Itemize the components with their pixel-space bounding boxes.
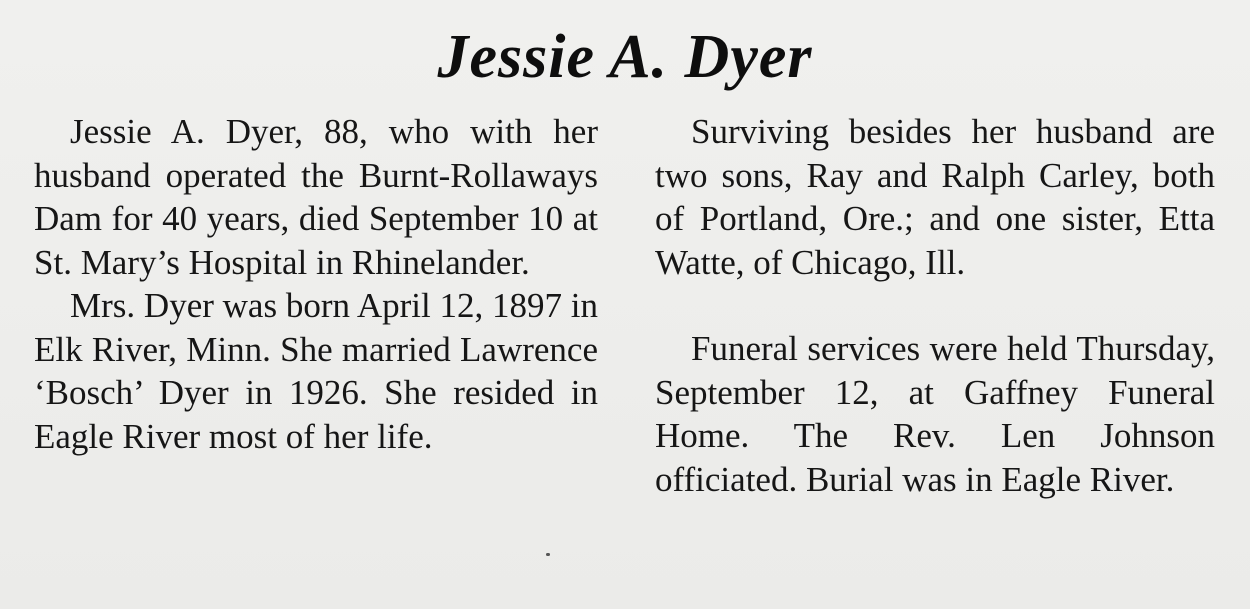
paragraph-biography: Mrs. Dyer was born April 12, 1897 in Elk River, Minn. She married Lawrence ‘Bosch’ Dyer in 1926. She resided in Eagle River most of her life. xyxy=(34,286,598,456)
obituary-title: Jessie A. Dyer xyxy=(437,23,813,91)
paragraph-survivors: Surviving besides her husband are two sons, Ray and Ralph Carley, both of Portland, Ore.; and one sister, Etta Watte, of Chicago, Ill. xyxy=(655,112,1215,282)
print-speck xyxy=(546,553,550,556)
paragraph-death-notice: Jessie A. Dyer, 88, who with her husband operated the Burnt-Rollaways Dam for 40 years, died September 10 at St. Mary’s Hospital in Rhinelander. xyxy=(34,112,598,282)
left-column xyxy=(34,110,598,458)
right-column xyxy=(655,110,1215,501)
paragraph-funeral-services: Funeral services were held Thursday, September 12, at Gaffney Funeral Home. The Rev. Len Johnson officiated. Burial was in Eagle River. xyxy=(655,329,1215,499)
